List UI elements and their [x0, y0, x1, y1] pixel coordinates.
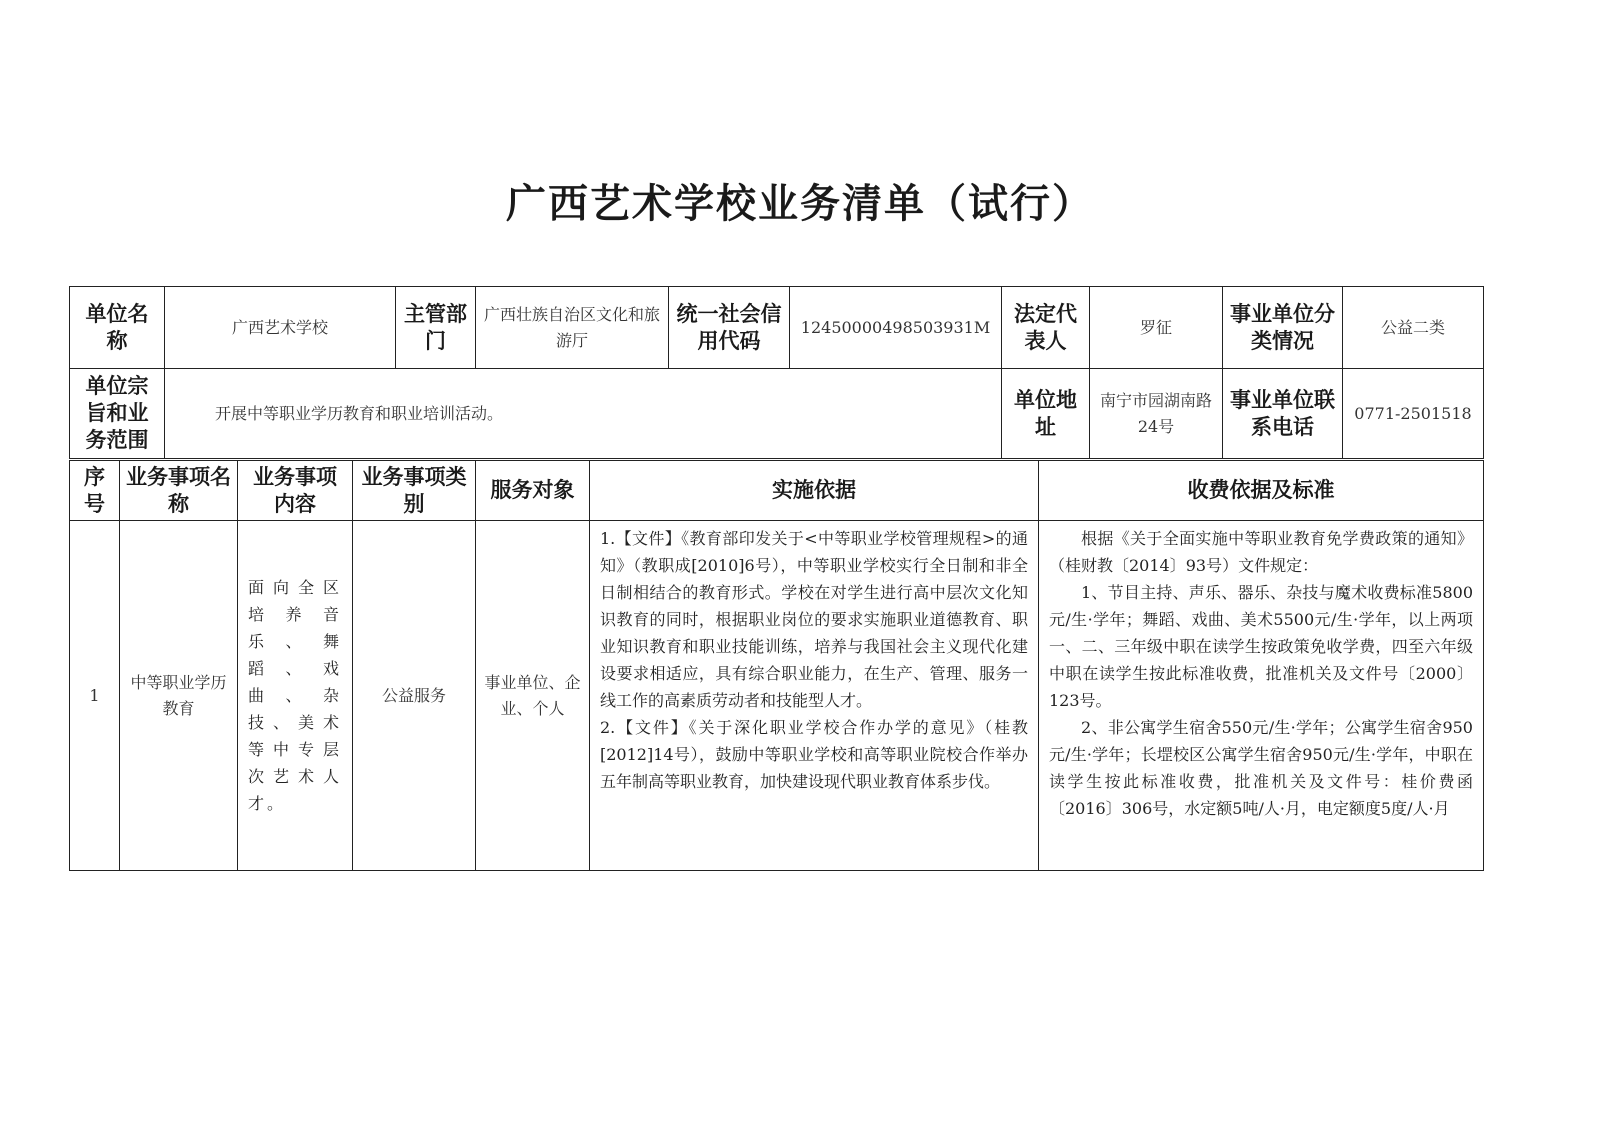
item-target: 事业单位、企业、个人 [476, 521, 590, 871]
unit-name-label: 单位名称 [70, 287, 165, 369]
credit-code-label: 统一社会信用代码 [669, 287, 790, 369]
phone-label: 事业单位联系电话 [1223, 369, 1343, 459]
header-type: 业务事项类别 [353, 461, 476, 521]
item-type: 公益服务 [353, 521, 476, 871]
items-header-row [70, 461, 1484, 521]
header-target: 服务对象 [476, 461, 590, 521]
header-seq: 序号 [70, 461, 120, 521]
item-name: 中等职业学历教育 [120, 521, 238, 871]
unit-info-table [69, 286, 1484, 459]
item-fee [1039, 521, 1484, 871]
unit-name-value: 广西艺术学校 [165, 287, 396, 369]
header-fee: 收费依据及标准 [1039, 461, 1484, 521]
header-name: 业务事项名称 [120, 461, 238, 521]
phone-value: 0771-2501518 [1343, 369, 1484, 459]
purpose-label: 单位宗旨和业务范围 [70, 369, 165, 459]
category-value: 公益二类 [1343, 287, 1484, 369]
credit-code-value: 12450000498503931M [790, 287, 1002, 369]
basis-paragraph-1: 1.【文件】《教育部印发关于<中等职业学校管理规程>的通知》（教职成[2010]6号），中等职业学校实行全日制和非全日制相结合的教育形式。学校在对学生进行高中层次文化知识教育的同时，根据职业岗位的要求实施职业道德教育、职业知识教育和职业技能训练，培养与我国社会主义现代化建设要求相适应，具有综合职业能力，在生产、管理、服务一线工作的高素质劳动者和技能型人才。 [600, 529, 1028, 710]
address-label: 单位地址 [1002, 369, 1090, 459]
item-seq: 1 [70, 521, 120, 871]
page-title: 广西艺术学校业务清单（试行） [506, 181, 1094, 227]
fee-paragraph-3: 2、非公寓学生宿舍550元/生·学年；公寓学生宿舍950元/生·学年；长堽校区公寓学生宿舍950元/生·学年，中职在读学生按此标准收费，批准机关及文件号：桂价费函〔2016〕306号，水定额5吨/人·月，电定额度5度/人·月 [1049, 718, 1473, 818]
fee-paragraph-1: 根据《关于全面实施中等职业教育免学费政策的通知》（桂财教〔2014〕93号）文件规定： [1049, 529, 1473, 575]
category-label: 事业单位分类情况 [1223, 287, 1343, 369]
item-basis [590, 521, 1039, 871]
business-items-table [69, 460, 1484, 871]
purpose-value: 开展中等职业学历教育和职业培训活动。 [165, 369, 1002, 459]
header-basis: 实施依据 [590, 461, 1039, 521]
authority-label: 主管部门 [396, 287, 476, 369]
basis-paragraph-2: 2.【文件】《关于深化职业学校合作办学的意见》（桂教[2012]14号），鼓励中等职业学校和高等职业院校合作举办五年制高等职业教育，加快建设现代职业教育体系步伐。 [600, 718, 1028, 791]
fee-paragraph-2: 1、节目主持、声乐、器乐、杂技与魔术收费标准5800元/生·学年；舞蹈、戏曲、美术5500元/生·学年，以上两项一、二、三年级中职在读学生按政策免收学费，四至六年级中职在读学生按此标准收费，批准机关及文件号〔2000〕123号。 [1049, 583, 1473, 710]
legal-rep-label: 法定代表人 [1002, 287, 1090, 369]
legal-rep-value: 罗征 [1090, 287, 1223, 369]
authority-value: 广西壮族自治区文化和旅游厅 [476, 287, 669, 369]
item-content: 面向全区培养音乐、舞蹈、戏曲、杂技、美术等中专层次艺术人才。 [238, 521, 353, 871]
address-value: 南宁市园湖南路24号 [1090, 369, 1223, 459]
table-row [70, 521, 1484, 871]
header-content: 业务事项内容 [238, 461, 353, 521]
